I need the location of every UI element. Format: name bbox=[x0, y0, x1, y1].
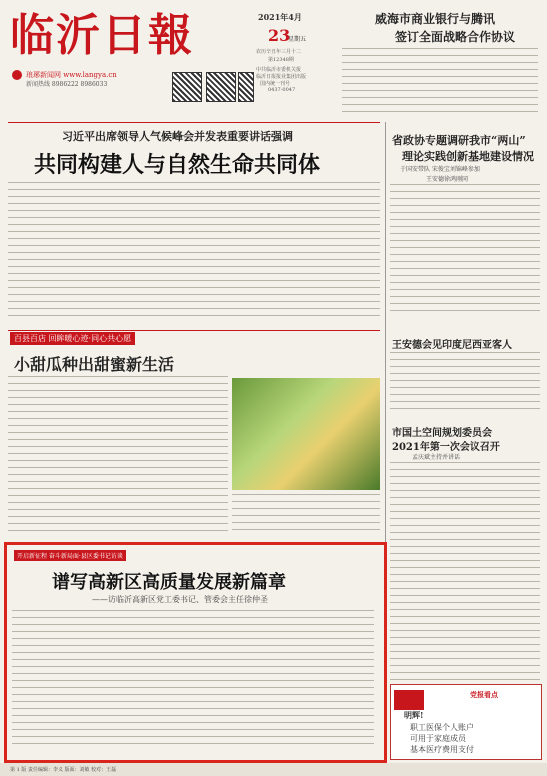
right-byline: 于国安带队 宋俊宝刘锦峰参加 bbox=[400, 166, 480, 173]
right-body-1 bbox=[390, 184, 540, 316]
footer-text: 第 1 版 责任编辑：李义 版面：刘敏 校对：王磊 bbox=[10, 767, 117, 773]
website[interactable]: 琅琊新闻网 www.langya.cn bbox=[26, 71, 117, 79]
ad-logo-icon bbox=[394, 690, 424, 710]
qr-code-icon[interactable] bbox=[206, 72, 236, 102]
masthead-title: 临沂日報 bbox=[10, 10, 194, 61]
photo-caption bbox=[232, 494, 380, 532]
publisher-org: 临沂日报报业集团出版 bbox=[256, 74, 307, 80]
weekday: 星期五 bbox=[288, 36, 307, 43]
qr-code-icon[interactable] bbox=[172, 72, 202, 102]
section-banner[interactable]: 百县百店 回眸暖心迹·同心共心愿 bbox=[10, 332, 135, 345]
right-sub: 王安德徐鸿刚同 bbox=[426, 176, 469, 183]
ad-line-3: 基本医疗费用支付 bbox=[410, 745, 474, 754]
story2-headline[interactable]: 小甜瓜种出甜蜜新生活 bbox=[14, 355, 175, 374]
main-body bbox=[8, 182, 380, 322]
main-headline[interactable]: 共同构建人与自然生命共同体 bbox=[34, 152, 321, 178]
page-footer bbox=[0, 763, 547, 776]
publisher: 中共临沂市委机关报 bbox=[256, 67, 302, 73]
ad-line-1: 职工医保个人账户 bbox=[410, 723, 474, 732]
ad-title: 明辉! bbox=[404, 710, 424, 720]
qr-code-icon[interactable] bbox=[238, 72, 254, 102]
feature-body bbox=[12, 610, 374, 750]
news-phone: 新闻热线 8986222 8986033 bbox=[26, 81, 108, 88]
right-headline-4[interactable]: 市国土空间规划委员会 bbox=[392, 428, 492, 439]
feature-tag: 开启新征程 奋斗新局面·县区委书记访谈 bbox=[14, 550, 126, 561]
right-headline-1[interactable]: 省政协专题调研我市“两山” bbox=[392, 134, 526, 147]
melon-photo bbox=[232, 378, 380, 490]
story2-body bbox=[8, 376, 228, 532]
issue-day: 23 bbox=[268, 26, 291, 45]
issn: 国内统一刊号 bbox=[260, 81, 291, 87]
right-body-3 bbox=[390, 462, 540, 680]
issue-number: 第12348期 bbox=[268, 57, 294, 63]
feature-headline[interactable]: 谱写高新区高质量发展新篇章 bbox=[52, 572, 286, 593]
top-right-body bbox=[342, 48, 538, 118]
right-headline-5[interactable]: 2021年第一次会议召开 bbox=[392, 442, 500, 453]
top-right-headline-1[interactable]: 威海市商业银行与腾讯 bbox=[375, 12, 496, 26]
feature-subhead: ——访临沂高新区党工委书记、管委会主任徐仲圣 bbox=[92, 595, 268, 604]
top-right-headline-2[interactable]: 签订全面战略合作协议 bbox=[395, 30, 516, 44]
right-byline-2: 孟庆斌主持并讲话 bbox=[412, 454, 461, 461]
logo-icon bbox=[12, 70, 22, 80]
right-body-2 bbox=[390, 352, 540, 414]
issn-number: 0437-0047 bbox=[268, 87, 296, 93]
right-headline-3[interactable]: 王安德会见印度尼西亚客人 bbox=[392, 340, 512, 351]
ad-brand: 党报看点 bbox=[470, 690, 498, 699]
right-headline-2[interactable]: 理论实践创新基地建设情况 bbox=[402, 150, 534, 163]
issue-month: 2021年4月 bbox=[258, 12, 302, 22]
sub-headline[interactable]: 习近平出席领导人气候峰会并发表重要讲话强调 bbox=[62, 130, 293, 143]
ad-line-2: 可用于家庭成员 bbox=[410, 734, 466, 743]
lunar-date: 农历辛丑年三月十二 bbox=[256, 49, 302, 55]
divider bbox=[8, 122, 380, 123]
